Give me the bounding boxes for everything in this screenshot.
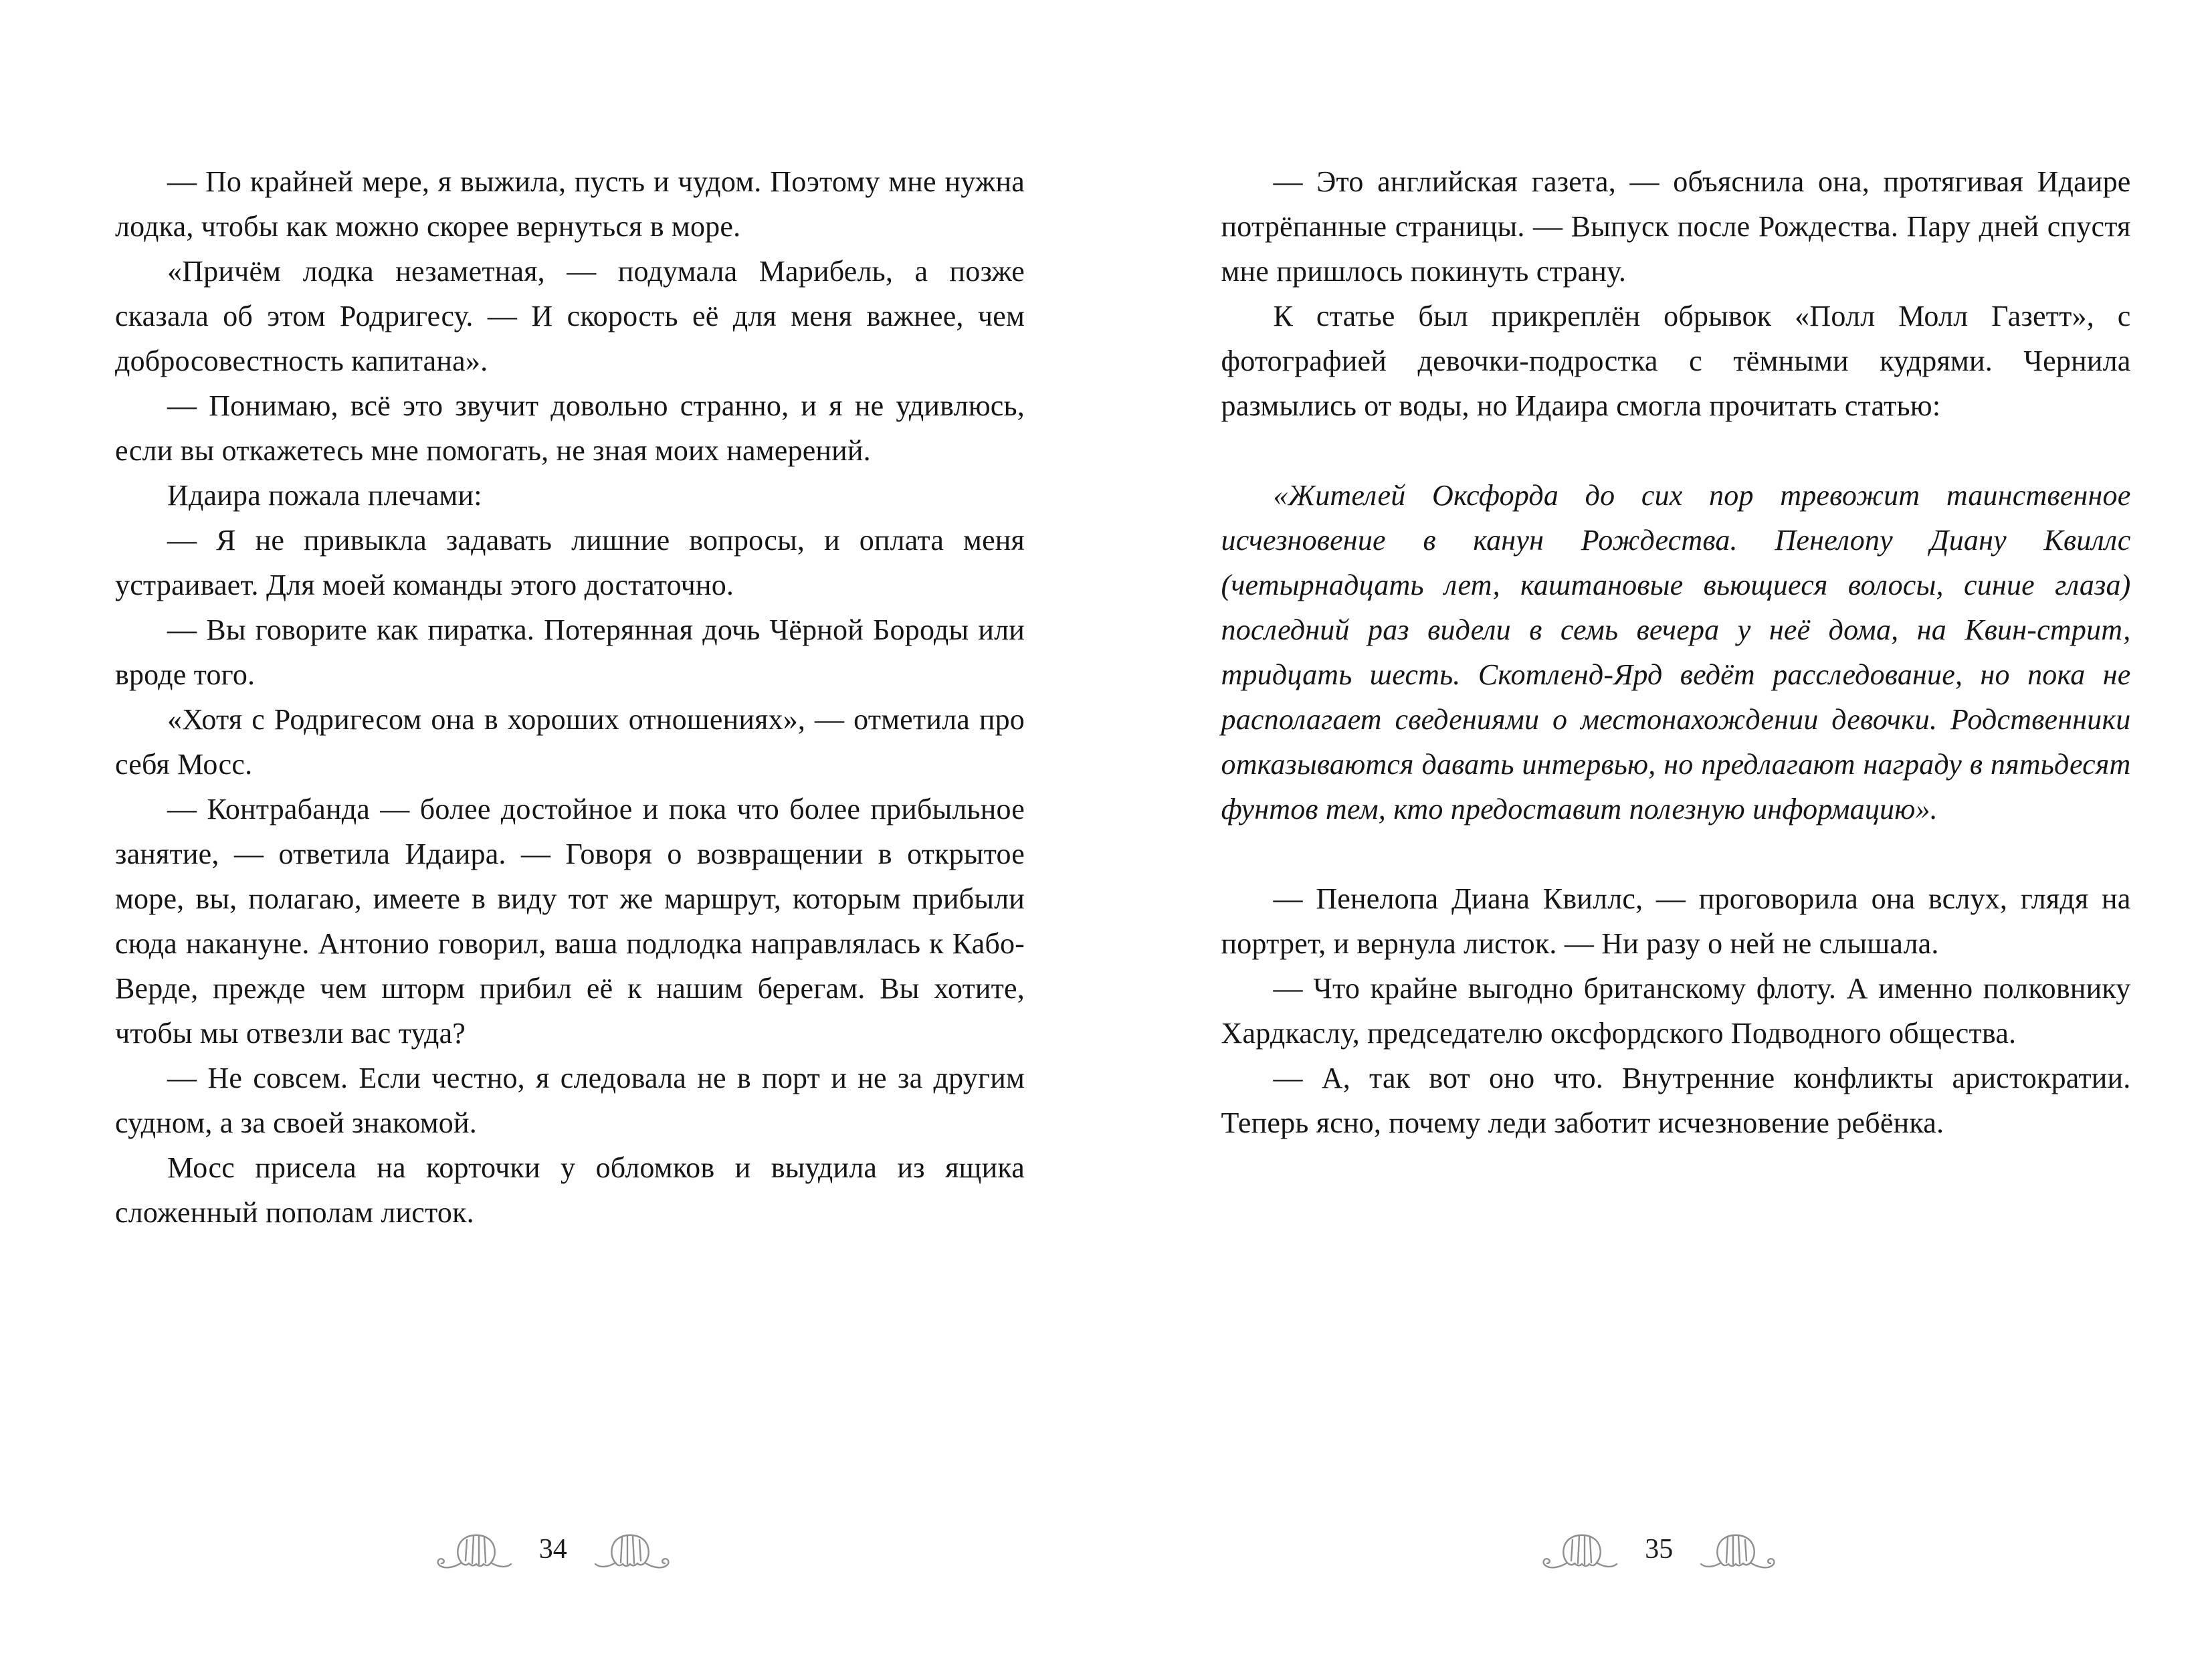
body-paragraph: Мосс присела на корточки у обломков и выудила из ящика сложенный пополам листок. [115, 1151, 1025, 1229]
body-paragraph: — А, так вот оно что. Внутренние конфликты аристократии. Теперь ясно, почему леди заботит исчезновение ребёнка. [1221, 1062, 2131, 1139]
page-footer [0, 1527, 1106, 1572]
page-footer [1106, 1527, 2212, 1572]
page-number: 35 [1645, 1534, 1674, 1565]
shell-ornament-icon [1539, 1527, 1621, 1572]
body-paragraph: «Причём лодка незаметная, — подумала Марибель, а позже сказала об этом Родригесу. — И скорость её для меня важнее, чем добросовестность капитана». [115, 255, 1025, 377]
page-number: 34 [538, 1534, 567, 1565]
body-paragraph: — Не совсем. Если честно, я следовала не в порт и не за другим судном, а за своей знакомой. [115, 1062, 1025, 1139]
shell-ornament-icon [1697, 1527, 1779, 1572]
body-paragraph: — По крайней мере, я выжила, пусть и чудом. Поэтому мне нужна лодка, чтобы как можно скорее вернуться в море. [115, 165, 1025, 243]
body-paragraph: — Что крайне выгодно британскому флоту. А именно полковнику Хардкаслу, председателю оксфордского Подводного общества. [1221, 972, 2131, 1050]
newspaper-article-paragraph: «Жителей Оксфорда до сих пор тревожит таинственное исчезновение в канун Рождества. Пенелопу Диану Квиллс (четырнадцать лет, каштановые вьющиеся волосы, синие глаза) последний раз видели в семь вечера у неё дома, на Квин-стрит, тридцать шесть. Скотленд-Ярд ведёт расследование, но пока не располагает сведениями о местонахождении девочки. Родственники отказываются давать интервью, но предлагают награду в пятьдесят фунтов тем, кто предоставит полезную информацию». [1221, 479, 2131, 825]
body-paragraph: — Контрабанда — более достойное и пока что более прибыльное занятие, — ответила Идаира. — Говоря о возвращении в открытое море, вы, полагаю, имеете в виду тот же маршрут, которым прибыли сюда накануне. Антонио говорил, ваша подлодка направлялась к Кабо-Верде, прежде чем шторм прибил её к нашим берегам. Вы хотите, чтобы мы отвезли вас туда? [115, 793, 1025, 1050]
body-paragraph: «Хотя с Родригесом она в хороших отношениях», — отметила про себя Мосс. [115, 703, 1025, 781]
body-paragraph: — Это английская газета, — объяснила она, протягивая Идаире потрёпанные страницы. — Выпуск после Рождества. Пару дней спустя мне пришлось покинуть страну. [1221, 165, 2131, 288]
page-text-block [1221, 159, 2131, 1145]
shell-ornament-icon [433, 1527, 515, 1572]
body-paragraph: К статье был прикреплён обрывок «Полл Молл Газетт», с фотографией девочки-подростка с тёмными кудрями. Чернила размылись от воды, но Идаира смогла прочитать статью: [1221, 300, 2131, 422]
page-text-block [115, 159, 1025, 1235]
body-paragraph: — Я не привыкла задавать лишние вопросы, и оплата меня устраивает. Для моей команды этого достаточно. [115, 524, 1025, 601]
body-paragraph: Идаира пожала плечами: [167, 479, 482, 512]
body-paragraph: — Пенелопа Диана Квиллс, — проговорила она вслух, глядя на портрет, и вернула листок. — Ни разу о ней не слышала. [1221, 882, 2131, 960]
body-paragraph: — Вы говорите как пиратка. Потерянная дочь Чёрной Бороды или вроде того. [115, 613, 1025, 691]
shell-ornament-icon [591, 1527, 673, 1572]
body-paragraph: — Понимаю, всё это звучит довольно странно, и я не удивлюсь, если вы откажетесь мне помогать, не зная моих намерений. [115, 389, 1025, 467]
book-page-right [1106, 0, 2212, 1659]
